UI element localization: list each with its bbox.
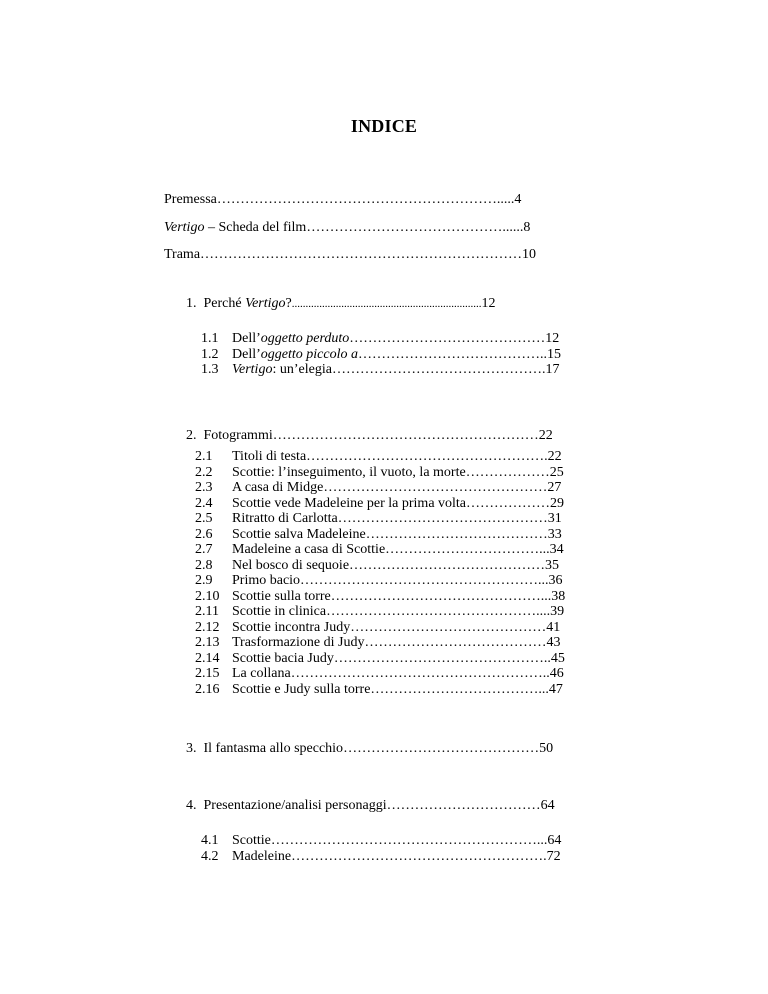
toc-leader-dots: ………………………………………. xyxy=(331,362,546,377)
toc-entry-text: Il fantasma allo specchio xyxy=(203,741,344,756)
toc-entry-italic: Vertigo xyxy=(232,362,273,377)
toc-page-number: 39 xyxy=(550,604,565,619)
toc-chapter-2 xyxy=(186,428,600,444)
toc-section-row xyxy=(195,511,600,527)
toc-entry-text: Dell’ xyxy=(232,331,261,346)
toc-page-number: 12 xyxy=(481,296,496,311)
toc-leader-dots: ……………………………………………... xyxy=(300,573,549,588)
toc-leader-dots: ……………………………………………. xyxy=(306,449,548,464)
toc-leader-dots: ………………………………….. xyxy=(357,347,547,362)
toc-entry-text: Scottie e Judy sulla torre xyxy=(232,682,371,697)
toc-entry-text: Madeleine a casa di Scottie xyxy=(232,542,386,557)
toc-page-number: 38 xyxy=(551,589,566,604)
toc-entry-text: Scottie xyxy=(232,833,271,848)
toc-entry-label: 2.10 xyxy=(195,589,220,604)
toc-entry-text: Nel bosco di sequoie xyxy=(232,558,350,573)
toc-entry-text: La collana xyxy=(232,666,291,681)
toc-leader-dots: …………………………………… xyxy=(350,620,547,635)
toc-leader-dots: …………………………………… xyxy=(349,558,546,573)
toc-entry-text: Trasformazione di Judy xyxy=(232,635,365,650)
toc-page-number: 47 xyxy=(548,682,563,697)
toc-page-number: 22 xyxy=(547,449,562,464)
toc-page-number: 10 xyxy=(522,247,537,262)
toc-entry-text: Scottie incontra Judy xyxy=(232,620,351,635)
toc-entry-text: : un’elegia xyxy=(272,362,332,377)
toc-entry-label: 4.2 xyxy=(201,849,219,864)
toc-section-row xyxy=(195,465,600,481)
toc-entry-text: Madeleine xyxy=(232,849,292,864)
toc-entry-label: 2.3 xyxy=(195,480,213,495)
toc-chapter-4 xyxy=(186,798,600,814)
toc-entry-italic: Vertigo xyxy=(164,220,205,235)
toc-entry-label: 2.12 xyxy=(195,620,220,635)
toc-entry-label: 4.1 xyxy=(201,833,219,848)
toc-leader-dots: ……………………………………… xyxy=(337,511,548,526)
toc-section-row xyxy=(195,542,600,558)
toc-entry-text: Ritratto di Carlotta xyxy=(232,511,338,526)
toc-section-row xyxy=(195,573,600,589)
toc-entry-text: Scottie vede Madeleine per la prima volta xyxy=(232,496,467,511)
toc-entry-label: 2.7 xyxy=(195,542,213,557)
page-title: INDICE xyxy=(350,116,418,136)
toc-entry-text: Scottie bacia Judy xyxy=(232,651,334,666)
toc-page-number: 17 xyxy=(545,362,560,377)
toc-leader-dots: ……………………………………………………..... xyxy=(216,192,515,207)
toc-entry-label: 2.15 xyxy=(195,666,220,681)
toc-entry-label: 2.16 xyxy=(195,682,220,697)
toc-leader-dots: …………………………………… xyxy=(349,331,546,346)
toc-entry-premessa xyxy=(164,192,580,208)
toc-leader-dots: ………………………………………… xyxy=(323,480,548,495)
toc-page-number: 72 xyxy=(546,849,561,864)
toc-entry-label: 1.3 xyxy=(201,362,219,377)
toc-chapter-3 xyxy=(186,741,600,757)
toc-entry-text: A casa di Midge xyxy=(232,480,324,495)
toc-entry-text: Scottie: l’inseguimento, il vuoto, la morte xyxy=(232,465,466,480)
toc-entry-italic: oggetto perduto xyxy=(260,331,350,346)
toc-page-number: 35 xyxy=(545,558,560,573)
toc-entry-text: Primo bacio xyxy=(232,573,301,588)
toc-entry-scheda xyxy=(164,220,580,236)
toc-leader-dots: …………………………… xyxy=(386,798,541,813)
toc-entry-text: Trama xyxy=(164,247,201,262)
toc-entry-text: Premessa xyxy=(164,192,217,207)
toc-section-row xyxy=(195,589,600,605)
toc-entry-text: Scottie salva Madeleine xyxy=(232,527,366,542)
toc-page-number: 33 xyxy=(547,527,562,542)
toc-entry-text-after: ? xyxy=(285,296,292,311)
toc-section-row xyxy=(195,666,600,682)
toc-entry-italic: oggetto piccolo a xyxy=(260,347,358,362)
toc-page-number: 15 xyxy=(546,347,561,362)
toc-leader-dots: ………………………………………... xyxy=(330,589,552,604)
toc-section-row xyxy=(195,527,600,543)
toc-entry-text: Scottie in clinica xyxy=(232,604,327,619)
toc-section-4-2 xyxy=(201,849,601,865)
toc-section-row xyxy=(195,480,600,496)
toc-entry-label: 1.2 xyxy=(201,347,219,362)
toc-section-1-3 xyxy=(201,362,601,378)
toc-section-row xyxy=(195,449,600,465)
toc-leader-dots: ..................................................................... xyxy=(291,298,482,310)
toc-entry-text: – Scheda del film xyxy=(204,220,307,235)
toc-chapter-1 xyxy=(186,296,596,312)
toc-entry-label: 2.1 xyxy=(195,449,213,464)
toc-entry-label: 2.8 xyxy=(195,558,213,573)
toc-leader-dots: ……………… xyxy=(465,465,550,480)
toc-page-number: 31 xyxy=(547,511,562,526)
toc-entry-label: 1.1 xyxy=(201,331,219,346)
toc-entry-text: Titoli di testa xyxy=(232,449,307,464)
toc-page-number: 36 xyxy=(548,573,563,588)
toc-leader-dots: ………………………………………………… xyxy=(272,428,539,443)
toc-entry-label: 2.4 xyxy=(195,496,213,511)
toc-entry-label: 4. xyxy=(186,798,197,813)
toc-page-number: 25 xyxy=(549,465,564,480)
toc-section-1-1 xyxy=(201,331,601,347)
toc-entry-text: Presentazione/analisi personaggi xyxy=(203,798,387,813)
toc-page-number: 8 xyxy=(523,220,531,235)
toc-entry-text: Dell’ xyxy=(232,347,261,362)
toc-page-number: 22 xyxy=(538,428,553,443)
toc-entry-trama xyxy=(164,247,580,263)
toc-section-row xyxy=(195,651,600,667)
toc-page-number: 64 xyxy=(547,833,562,848)
toc-leader-dots: ……………………………………………….. xyxy=(290,666,550,681)
toc-page-number: 50 xyxy=(539,741,554,756)
toc-entry-text: Perché xyxy=(203,296,246,311)
toc-page-number: 46 xyxy=(549,666,564,681)
toc-entry-label: 1. xyxy=(186,296,197,311)
toc-entry-text: Scottie sulla torre xyxy=(232,589,331,604)
toc-section-4-1 xyxy=(201,833,601,849)
toc-leader-dots: ………………………………………………. xyxy=(291,849,547,864)
toc-leader-dots: …………………………………………………………… xyxy=(200,247,523,262)
toc-section-row xyxy=(195,620,600,636)
toc-page-number: 43 xyxy=(546,635,561,650)
toc-section-row xyxy=(195,558,600,574)
toc-section-row xyxy=(195,496,600,512)
toc-entry-label: 2.5 xyxy=(195,511,213,526)
toc-section-row xyxy=(195,604,600,620)
toc-page-number: 27 xyxy=(547,480,562,495)
toc-page-number: 29 xyxy=(550,496,565,511)
toc-page-number: 41 xyxy=(546,620,561,635)
toc-leader-dots: ………………………………… xyxy=(364,635,547,650)
toc-entry-label: 2.6 xyxy=(195,527,213,542)
toc-entry-text: Fotogrammi xyxy=(203,428,273,443)
toc-leader-dots: ……………… xyxy=(466,496,551,511)
toc-entry-label: 2.13 xyxy=(195,635,220,650)
toc-page-number: 34 xyxy=(549,542,564,557)
toc-page-number: 4 xyxy=(514,192,522,207)
toc-leader-dots: ……………………………………...... xyxy=(306,220,524,235)
toc-entry-label: 2.2 xyxy=(195,465,213,480)
toc-leader-dots: ……………………………………….. xyxy=(333,651,551,666)
toc-section-row xyxy=(195,635,600,651)
toc-leader-dots: …………………………………… xyxy=(343,741,540,756)
toc-leader-dots: …………………………………………………... xyxy=(270,833,548,848)
toc-entry-label: 2.11 xyxy=(195,604,219,619)
toc-section-1-2 xyxy=(201,347,601,363)
toc-entry-italic: Vertigo xyxy=(245,296,286,311)
toc-page-number: 64 xyxy=(540,798,555,813)
toc-section-row xyxy=(195,682,600,698)
toc-leader-dots: ……………………………... xyxy=(385,542,550,557)
toc-entry-label: 2.14 xyxy=(195,651,220,666)
toc-page-number: 45 xyxy=(550,651,565,666)
toc-leader-dots: ……………………………………….... xyxy=(326,604,551,619)
toc-entry-label: 2.9 xyxy=(195,573,213,588)
toc-page-number: 12 xyxy=(545,331,560,346)
toc-entry-label: 3. xyxy=(186,741,197,756)
toc-leader-dots: ………………………………... xyxy=(370,682,549,697)
toc-entry-label: 2. xyxy=(186,428,197,443)
toc-leader-dots: ………………………………… xyxy=(365,527,548,542)
